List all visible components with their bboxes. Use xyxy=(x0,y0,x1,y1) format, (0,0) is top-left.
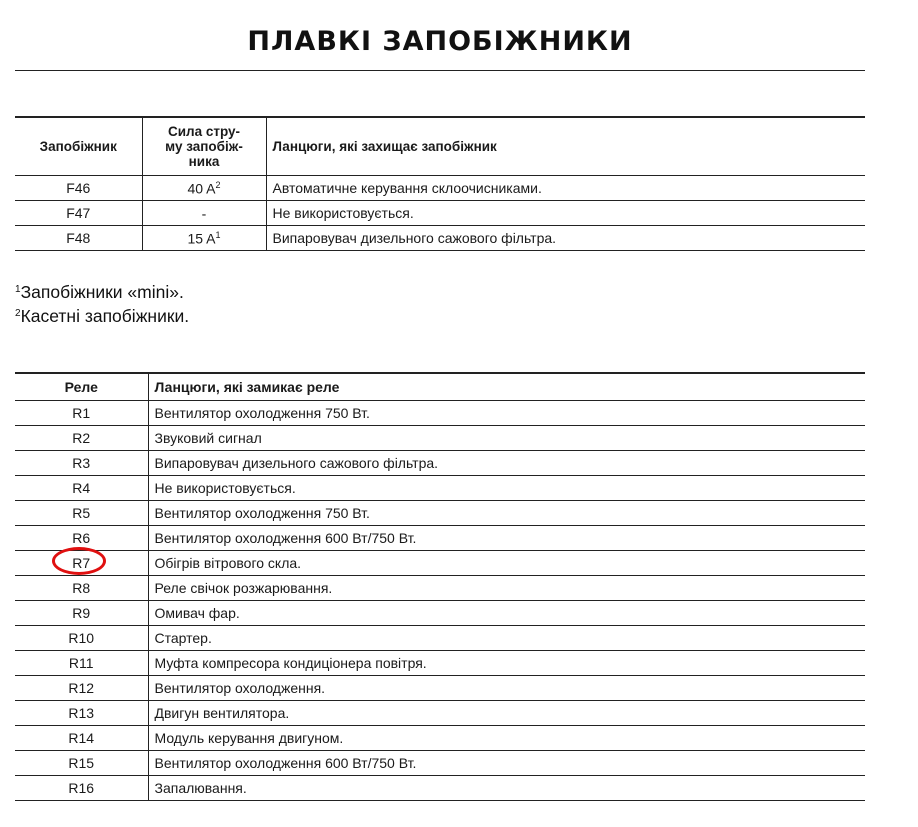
table-row xyxy=(15,226,865,251)
fuse-circuit: Автоматичне керування склоочисниками. xyxy=(266,176,865,201)
table-row xyxy=(15,526,865,551)
relay-circuit: Омивач фар. xyxy=(148,601,865,626)
relay-id: R11 xyxy=(68,655,94,671)
table-row xyxy=(15,201,865,226)
footnote-mark: 1 xyxy=(215,229,221,240)
current-header xyxy=(142,117,266,176)
footnote-2: $^2$Касетні запобіжники. xyxy=(15,306,190,326)
table-row xyxy=(15,776,865,801)
relay-circuit: Обігрів вітрового скла. xyxy=(148,551,865,576)
fuse-table-header xyxy=(15,117,865,176)
relay-circuit: Стартер. xyxy=(148,626,865,651)
relay-table-header xyxy=(15,373,865,401)
table-row xyxy=(15,626,865,651)
relay-circuit: Звуковий сигнал xyxy=(148,426,865,451)
relay-id: R5 xyxy=(72,505,91,521)
highlight-circle xyxy=(52,547,106,575)
fuse-id: F48 xyxy=(66,230,91,246)
relay-id: R12 xyxy=(68,680,95,696)
fuse-current: 15 $A^1$ xyxy=(142,226,266,251)
relay-id: R13 xyxy=(68,705,95,721)
page-title: ПЛАВКІ ЗАПОБІЖНИКИ xyxy=(247,26,633,57)
relay-id: R1 xyxy=(72,405,91,421)
relay-id: R10 xyxy=(68,630,95,646)
relay-id: R3 xyxy=(72,455,91,471)
relay-id: R2 xyxy=(72,430,91,446)
relay-id: R9 xyxy=(72,605,91,621)
relay-id: R8 xyxy=(72,580,91,596)
relay-id: R6 xyxy=(72,530,91,546)
current-header-line1: Сила стру- xyxy=(167,124,241,139)
fuse-id: F47 xyxy=(66,205,91,221)
footnote-mark: 2 xyxy=(215,179,221,190)
footnote-1: $^1$Запобіжники «mini». xyxy=(15,282,184,302)
table-row xyxy=(15,451,865,476)
table-row xyxy=(15,726,865,751)
relay-circuit: Вентилятор охолодження 750 Вт. xyxy=(148,401,865,426)
table-row xyxy=(15,401,865,426)
table-row xyxy=(15,701,865,726)
current-header-line2: му запобіж- xyxy=(165,139,243,154)
table-row xyxy=(15,601,865,626)
relay-id: R15 xyxy=(68,755,95,771)
relay-circuit: Двигун вентилятора. xyxy=(148,701,865,726)
fuse-current: 40 $A^2$ xyxy=(142,176,266,201)
footnotes xyxy=(15,279,189,327)
fuse-id: F46 xyxy=(66,180,91,196)
fuse-header: Запобіжник xyxy=(39,139,117,154)
relay-id: R16 xyxy=(68,780,95,796)
relay-circuit: Вентилятор охолодження 750 Вт. xyxy=(148,501,865,526)
relay-id: R14 xyxy=(68,730,95,746)
relay-circuit: Вентилятор охолодження 600 Вт/750 Вт. xyxy=(148,751,865,776)
circuits-header: Ланцюги, які захищає запобіжник xyxy=(266,117,865,176)
relay-table xyxy=(15,372,865,801)
table-row xyxy=(15,476,865,501)
table-row xyxy=(15,751,865,776)
relay-circuits-header: Ланцюги, які замикає реле xyxy=(148,373,865,401)
fuse-circuit: Не використовується. xyxy=(266,201,865,226)
relay-circuit: Муфта компресора кондиціонера повітря. xyxy=(148,651,865,676)
relay-id: R7 xyxy=(72,555,91,571)
relay-circuit: Запалювання. xyxy=(148,776,865,801)
fuse-circuit: Випаровувач дизельного сажового фільтра. xyxy=(266,226,865,251)
relay-circuit: Випаровувач дизельного сажового фільтра. xyxy=(148,451,865,476)
title-divider xyxy=(15,70,865,71)
table-row xyxy=(15,426,865,451)
table-row xyxy=(15,176,865,201)
fuse-table xyxy=(15,116,865,251)
table-row xyxy=(15,576,865,601)
relay-header: Реле xyxy=(64,379,98,395)
relay-circuit: Модуль керування двигуном. xyxy=(148,726,865,751)
relay-id: R4 xyxy=(72,480,91,496)
table-row xyxy=(15,551,865,576)
table-row xyxy=(15,651,865,676)
relay-circuit: Вентилятор охолодження. xyxy=(148,676,865,701)
fuse-current: - xyxy=(142,201,266,226)
table-row xyxy=(15,501,865,526)
relay-circuit: Не використовується. xyxy=(148,476,865,501)
table-row xyxy=(15,676,865,701)
current-header-line3: ника xyxy=(188,154,220,169)
relay-circuit: Реле свічок розжарювання. xyxy=(148,576,865,601)
relay-circuit: Вентилятор охолодження 600 Вт/750 Вт. xyxy=(148,526,865,551)
